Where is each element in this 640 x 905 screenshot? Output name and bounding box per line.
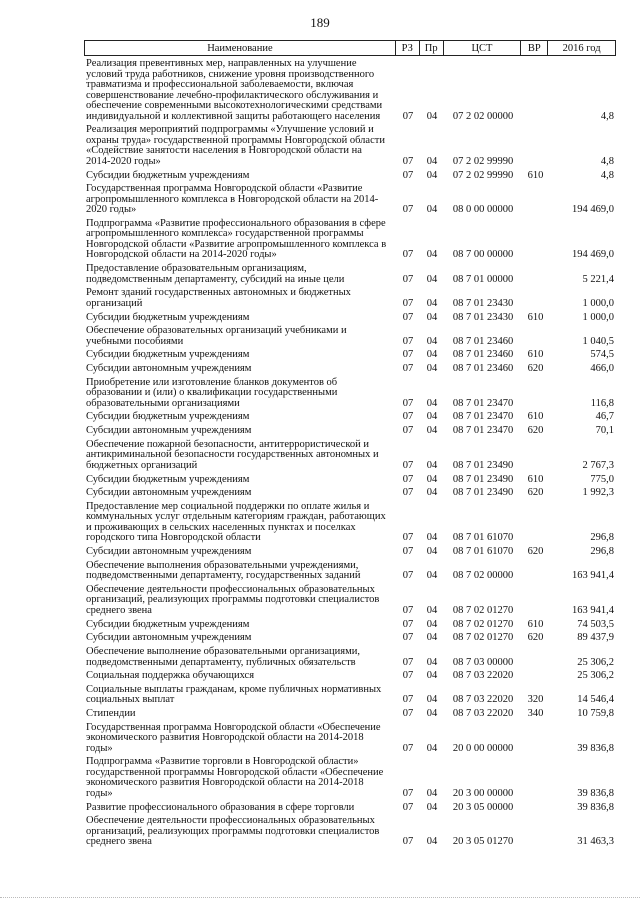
cell-cst: 08 7 01 00000 [452,273,514,285]
cell-amount: 4,8 [600,155,614,167]
cell-name: Развитие профессионального образования в сфере торговли [86,801,355,813]
table-row [84,125,616,167]
cell-amount: 89 437,9 [577,632,614,644]
cell-pr: 04 [426,411,438,423]
cell-cst: 07 2 02 00000 [452,110,514,122]
cell-rz: 07 [402,169,414,181]
cell-cst: 08 7 01 61070 [452,546,514,558]
cell-vr: 620 [527,487,544,499]
table-row [84,488,616,499]
cell-vr: 320 [527,694,544,706]
cell-name: Социальные выплаты гражданам, кроме публичных нормативных социальных выплат [86,683,382,706]
cell-name: Обеспечение деятельности профессиональных образовательных организаций, реализующих программы подготовки специалистов среднего звена [86,583,380,616]
cell-vr: 620 [527,363,544,375]
cell-pr: 04 [426,297,438,309]
cell-amount: 25 306,2 [577,670,614,682]
cell-rz: 07 [402,632,414,644]
cell-rz: 07 [402,618,414,630]
cell-rz: 07 [402,656,414,668]
cell-amount: 46,7 [595,411,614,423]
header-name: Наименование [85,41,396,55]
cell-pr: 04 [426,656,438,668]
cell-rz: 07 [402,473,414,485]
page-number: 189 [310,15,330,30]
cell-pr: 04 [426,708,438,720]
cell-amount: 5 221,4 [582,273,614,285]
cell-amount: 31 463,3 [577,836,614,848]
cell-amount: 4,8 [600,169,614,181]
cell-cst: 07 2 02 99990 [452,155,514,167]
cell-pr: 04 [426,787,438,799]
table-row [84,671,616,682]
cell-cst: 07 2 02 99990 [452,169,514,181]
table-row [84,59,616,122]
table-row [84,547,616,558]
cell-cst: 08 7 02 00000 [452,570,514,582]
cell-cst: 08 7 00 00000 [452,249,514,261]
cell-pr: 04 [426,694,438,706]
cell-pr: 04 [426,311,438,323]
table-row [84,426,616,437]
cell-pr: 04 [426,155,438,167]
cell-name: Субсидии бюджетным учреждениям [86,311,250,323]
cell-rz: 07 [402,204,414,216]
cell-pr: 04 [426,473,438,485]
cell-rz: 07 [402,487,414,499]
table-row [84,364,616,375]
cell-vr: 610 [527,311,544,323]
cell-amount: 466,0 [590,363,614,375]
cell-cst: 08 7 02 01270 [452,618,514,630]
table-row [84,184,616,216]
cell-amount: 39 836,8 [577,801,614,813]
cell-cst: 08 7 01 61070 [452,532,514,544]
cell-vr: 610 [527,169,544,181]
cell-name: Ремонт зданий государственных автономных и бюджетных организаций [86,287,351,309]
cell-amount: 1 000,0 [582,311,614,323]
cell-pr: 04 [426,169,438,181]
cell-amount: 1 040,5 [582,335,614,347]
cell-pr: 04 [426,604,438,616]
cell-rz: 07 [402,249,414,261]
page-bottom-edge [0,897,640,898]
cell-pr: 04 [426,425,438,437]
cell-name: Субсидии автономным учреждениям [86,487,252,499]
cell-rz: 07 [402,546,414,558]
cell-cst: 08 7 02 01270 [452,604,514,616]
cell-pr: 04 [426,546,438,558]
cell-vr: 620 [527,632,544,644]
cell-amount: 775,0 [590,473,614,485]
cell-cst: 08 0 00 00000 [452,204,514,216]
cell-amount: 163 941,4 [572,604,614,616]
table-row [84,561,616,582]
cell-cst: 08 7 01 23470 [452,411,514,423]
table-row [84,709,616,720]
cell-cst: 08 7 01 23490 [452,473,514,485]
cell-name: Обеспечение деятельности профессиональных образовательных организаций, реализующих программы подготовки специалистов среднего звена [86,815,380,848]
cell-rz: 07 [402,349,414,361]
cell-rz: 07 [402,155,414,167]
cell-cst: 08 7 02 01270 [452,632,514,644]
cell-rz: 07 [402,801,414,813]
cell-rz: 07 [402,425,414,437]
cell-name: Реализация превентивных мер, направленных на улучшение условий труда работников, снижение уровня производственного травматизма и профессиональной заболеваемости, включая совершенствование лечебно-профилактического обслуживания и обеспечение современными высокотехнологическими средствами индивидуальной и коллективной защиты работающего населения [86,58,383,122]
table-row [84,264,616,285]
cell-amount: 14 546,4 [577,694,614,706]
table-row [84,412,616,423]
cell-name: Подпрограмма «Развитие торговли в Новгородской области» государственной программы Новгородской области «Обеспечение экономического развития Новгородской области на 2014-2018 годы» [86,756,384,799]
cell-rz: 07 [402,335,414,347]
cell-vr: 610 [527,473,544,485]
table-body [84,59,616,848]
cell-amount: 296,8 [590,532,614,544]
cell-rz: 07 [402,411,414,423]
cell-pr: 04 [426,570,438,582]
cell-amount: 70,1 [595,425,614,437]
cell-amount: 39 836,8 [577,787,614,799]
table-row [84,585,616,617]
cell-rz: 07 [402,787,414,799]
table-row [84,475,616,486]
cell-name: Стипендии [86,708,136,720]
cell-rz: 07 [402,532,414,544]
cell-name: Субсидии бюджетным учреждениям [86,169,250,181]
table-row [84,219,616,261]
cell-amount: 194 469,0 [572,204,614,216]
cell-pr: 04 [426,397,438,409]
cell-rz: 07 [402,836,414,848]
cell-pr: 04 [426,487,438,499]
cell-rz: 07 [402,670,414,682]
cell-name: Приобретение или изготовление бланков документов об образовании и (или) о квалификации государственными образовательными организациями [86,376,338,409]
cell-pr: 04 [426,249,438,261]
cell-amount: 25 306,2 [577,656,614,668]
cell-rz: 07 [402,570,414,582]
cell-amount: 10 759,8 [577,708,614,720]
cell-rz: 07 [402,273,414,285]
header-cst: ЦСТ [444,41,522,55]
cell-name: Субсидии бюджетным учреждениям [86,618,250,630]
cell-name: Предоставление мер социальной поддержки по оплате жилья и коммунальных услуг отдельным категориям граждан, работающих и проживающих в сельских населенных пунктах и поселках городского типа Новгородской области [86,500,386,544]
cell-name: Государственная программа Новгородской области «Развитие агропромышленного комплекса в Новгородской области на 2014-2020 годы» [86,183,379,216]
cell-name: Обеспечение выполнение образовательными организациями, подведомственными департаменту, публичных обязательств [86,646,360,668]
cell-pr: 04 [426,801,438,813]
cell-rz: 07 [402,604,414,616]
cell-amount: 296,8 [590,546,614,558]
table-row [84,757,616,799]
cell-cst: 08 7 03 22020 [452,670,514,682]
header-year: 2016 год [562,43,601,54]
cell-pr: 04 [426,363,438,375]
cell-cst: 08 7 01 23460 [452,363,514,375]
cell-cst: 08 7 01 23490 [452,459,514,471]
table-row [84,288,616,309]
table-row [84,685,616,706]
cell-name: Субсидии автономным учреждениям [86,425,252,437]
cell-pr: 04 [426,742,438,754]
cell-name: Субсидии автономным учреждениям [86,363,252,375]
cell-name: Государственная программа Новгородской области «Обеспечение экономического развития Новгородской области на 2014-2018 годы» [86,721,381,754]
cell-name: Социальная поддержка обучающихся [86,670,255,682]
cell-cst: 08 7 01 23470 [452,397,514,409]
cell-pr: 04 [426,670,438,682]
cell-amount: 74 503,5 [577,618,614,630]
table-row [84,502,616,544]
cell-cst: 08 7 01 23490 [452,487,514,499]
table-row [84,633,616,644]
cell-rz: 07 [402,708,414,720]
header-vr: ВР [521,41,548,55]
cell-amount: 39 836,8 [577,742,614,754]
cell-amount: 116,8 [590,397,614,409]
cell-rz: 07 [402,311,414,323]
cell-name: Субсидии бюджетным учреждениям [86,411,250,423]
cell-rz: 07 [402,742,414,754]
table-row [84,816,616,848]
cell-cst: 20 0 00 00000 [452,742,514,754]
cell-pr: 04 [426,632,438,644]
cell-rz: 07 [402,110,414,122]
cell-cst: 08 7 01 23460 [452,335,514,347]
table-row [84,647,616,668]
budget-table [84,40,616,848]
cell-vr: 610 [527,349,544,361]
table-row [84,440,616,472]
cell-rz: 07 [402,694,414,706]
cell-pr: 04 [426,532,438,544]
cell-amount: 1 992,3 [582,487,614,499]
cell-rz: 07 [402,459,414,471]
header-rz: РЗ [396,41,420,55]
cell-cst: 20 3 05 00000 [452,801,514,813]
cell-name: Обеспечение образовательных организаций учебниками и учебными пособиями [86,325,347,347]
table-row [84,350,616,361]
cell-amount: 2 767,3 [582,459,614,471]
cell-pr: 04 [426,618,438,630]
cell-vr: 620 [527,546,544,558]
table-row [84,723,616,755]
cell-rz: 07 [402,397,414,409]
cell-name: Подпрограмма «Развитие профессионального образования в сфере агропромышленного комплекса» государственной программы Новгородской области «Развитие агропромышленного комплекса в Новгородской области на 2014-2020 годы» [86,217,387,261]
header-pr: Пр [420,41,444,55]
cell-cst: 20 3 05 01270 [452,836,514,848]
cell-name: Субсидии бюджетным учреждениям [86,349,250,361]
cell-amount: 194 469,0 [572,249,614,261]
table-row [84,171,616,182]
cell-cst: 08 7 01 23430 [452,311,514,323]
cell-vr: 610 [527,411,544,423]
table-row [84,313,616,324]
cell-cst: 20 3 00 00000 [452,787,514,799]
cell-name: Обеспечение выполнения образовательными учреждениями, подведомственными департаменту, государственных заданий [86,559,361,582]
cell-name: Субсидии автономным учреждениям [86,546,252,558]
cell-name: Предоставление образовательным организациям, подведомственным департаменту, субсидий на иные цели [86,263,345,285]
cell-name: Субсидии автономным учреждениям [86,632,252,644]
cell-amount: 574,5 [590,349,614,361]
cell-vr: 340 [527,708,544,720]
cell-name: Субсидии бюджетным учреждениям [86,473,250,485]
table-row [84,620,616,631]
cell-vr: 620 [527,425,544,437]
table-row [84,378,616,410]
cell-pr: 04 [426,273,438,285]
cell-name: Обеспечение пожарной безопасности, антитеррористической и антикриминальной безопасности государственных автономных и бюджетных организаций [86,438,379,471]
cell-rz: 07 [402,363,414,375]
table-row [84,326,616,347]
cell-pr: 04 [426,204,438,216]
cell-cst: 08 7 03 22020 [452,694,514,706]
cell-pr: 04 [426,110,438,122]
cell-amount: 163 941,4 [572,570,614,582]
table-header [84,40,616,56]
cell-pr: 04 [426,335,438,347]
cell-amount: 4,8 [600,110,614,122]
cell-pr: 04 [426,349,438,361]
cell-vr: 610 [527,618,544,630]
cell-cst: 08 7 01 23460 [452,349,514,361]
cell-amount: 1 000,0 [582,297,614,309]
cell-cst: 08 7 03 22020 [452,708,514,720]
cell-cst: 08 7 03 00000 [452,656,514,668]
cell-pr: 04 [426,459,438,471]
table-row [84,803,616,814]
cell-name: Реализация мероприятий подпрограммы «Улучшение условий и охраны труда» государственной программы Новгородской области «Содействие занятости населения в Новгородской области на 2014-2020 годы» [86,124,385,167]
cell-cst: 08 7 01 23430 [452,297,514,309]
cell-rz: 07 [402,297,414,309]
cell-pr: 04 [426,836,438,848]
cell-cst: 08 7 01 23470 [452,425,514,437]
